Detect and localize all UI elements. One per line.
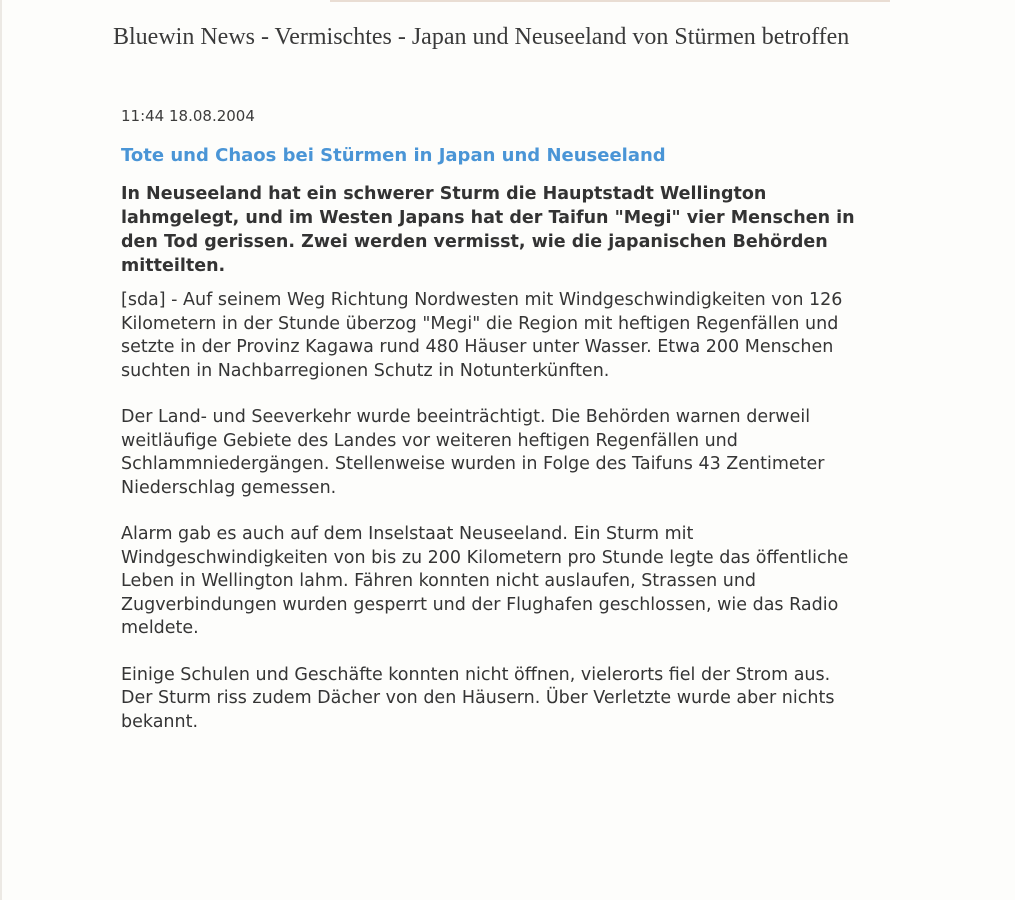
scan-left-edge — [0, 0, 2, 900]
article-paragraph-3: Alarm gab es auch auf dem Inselstaat Neuseeland. Ein Sturm mit Windgeschwindigkeiten von bis zu 200 Kilometern pro Stunde legte das öffentliche Leben in Wellington lahm. Fähren konnten nicht auslaufen, Strassen und Zugverbindungen wurden gesperrt und der Flughafen geschlossen, wie das Radio meldete. — [121, 524, 849, 638]
article-timestamp: 11:44 18.08.2004 — [121, 107, 255, 125]
article-paragraph-2: Der Land- und Seeverkehr wurde beeinträchtigt. Die Behörden warnen derweil weitläufige Gebiete des Landes vor weiteren heftigen Regenfällen und Schlammniedergängen. Stellenweise wurden in Folge des Taifuns 43 Zentimeter Niederschlag gemessen. — [121, 407, 825, 498]
article-paragraph-4: Einige Schulen und Geschäfte konnten nicht öffnen, vielerorts fiel der Strom aus. Der Sturm riss zudem Dächer von den Häusern. Über Verletzte wurde aber nichts bekannt. — [121, 664, 835, 732]
article-paragraph-1: [sda] - Auf seinem Weg Richtung Nordwesten mit Windgeschwindigkeiten von 126 Kilometern in der Stunde überzog "Megi" die Region mit heftigen Regenfällen und setzte in der Provinz Kagawa rund 480 Häuser unter Wasser. Etwa 200 Menschen suchten in Nachbarregionen Schutz in Notunterkünften. — [121, 290, 843, 381]
article — [121, 106, 861, 734]
article-lead: In Neuseeland hat ein schwerer Sturm die Hauptstadt Wellington lahmgelegt, und im Westen Japans hat der Taifun "Megi" vier Menschen in den Tod gerissen. Zwei werden vermisst, wie die japanischen Behörden mitteilten. — [121, 184, 855, 276]
document-title: Bluewin News - Vermischtes - Japan und Neuseeland von Stürmen betroffen — [113, 24, 850, 50]
scan-top-edge — [330, 0, 890, 2]
article-headline: Tote und Chaos bei Stürmen in Japan und Neuseeland — [121, 145, 666, 166]
